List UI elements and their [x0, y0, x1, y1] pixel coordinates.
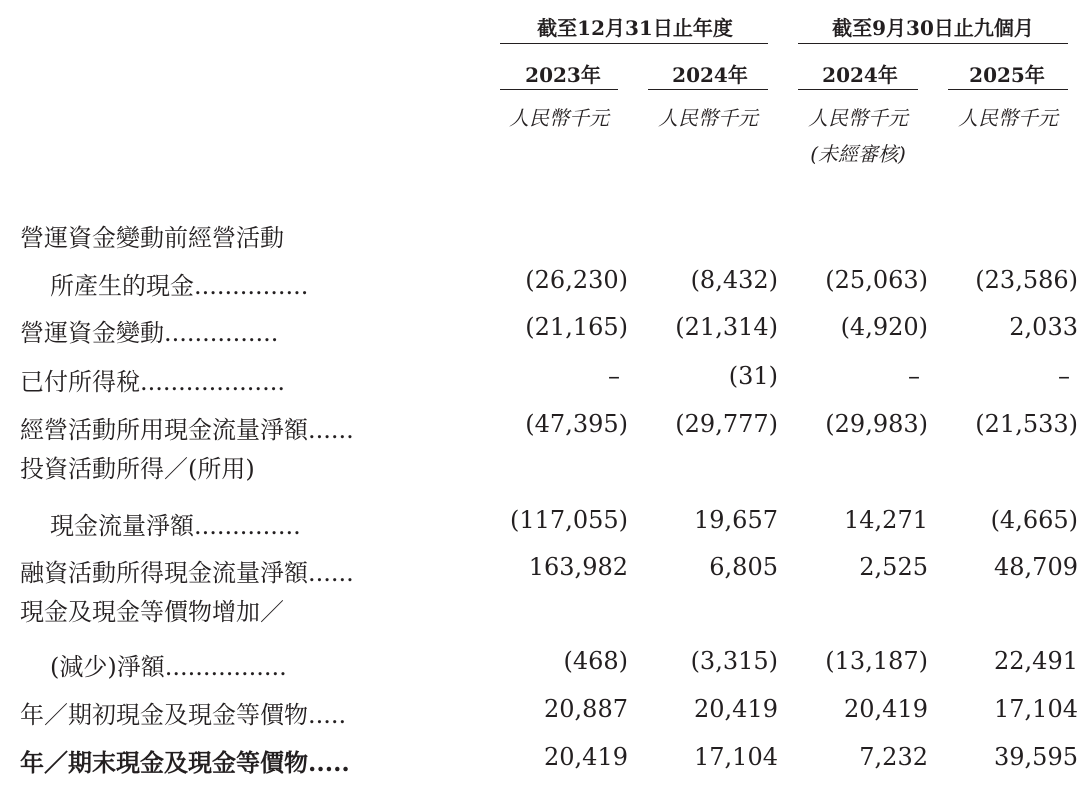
cell-value: (4,920) — [840, 313, 928, 341]
row-label — [20, 592, 284, 627]
cell-value: 19,657 — [694, 506, 778, 534]
cell-value: (21,314) — [675, 313, 778, 341]
cell-value: (8,432) — [690, 266, 778, 294]
header-rule-fiscal-year — [500, 43, 768, 44]
row-label-text: 現金及現金等價物增加／ — [20, 598, 284, 626]
cell-value: 48,709 — [994, 553, 1078, 581]
row-leader-dots: .............. — [194, 512, 301, 540]
row-leader-dots: ................ — [164, 653, 287, 681]
cell-value: (29,983) — [825, 410, 928, 438]
header-unit-2025-9m: 人民幣千元 — [958, 106, 1058, 130]
cell-value: (4,665) — [990, 506, 1078, 534]
row-label-text: 營運資金變動 — [20, 319, 164, 347]
cell-value: – — [1058, 362, 1070, 390]
cell-value: (3,315) — [690, 647, 778, 675]
header-unit-2024-9m: 人民幣千元 — [808, 106, 908, 130]
row-label-text: 投資活動所得／(所用) — [20, 455, 255, 483]
row-leader-dots: ..... — [308, 748, 350, 777]
cell-value: 22,491 — [994, 647, 1078, 675]
header-group-fiscal-year: 截至12月31日止年度 — [537, 16, 733, 40]
header-unaudited-note: (未經審核) — [810, 142, 906, 166]
header-year-2024-fy: 2024年 — [672, 63, 748, 87]
cell-value: (31) — [728, 362, 778, 390]
row-label-text: 現金流量淨額 — [50, 512, 194, 540]
row-label — [20, 449, 255, 484]
header-rule-2024-9m — [798, 89, 918, 90]
cell-value: 7,232 — [859, 743, 928, 771]
header-rule-nine-months — [798, 43, 1068, 44]
header-rule-2023 — [500, 89, 618, 90]
row-label-text: 營運資金變動前經營活動 — [20, 224, 284, 252]
row-leader-dots: ...... — [308, 559, 354, 587]
header-unit-2024-fy: 人民幣千元 — [658, 106, 758, 130]
row-label — [50, 266, 308, 301]
row-label-text: 年／期末現金及現金等價物 — [20, 748, 308, 777]
cell-value: 20,419 — [844, 695, 928, 723]
cell-value: (26,230) — [525, 266, 628, 294]
cell-value: (25,063) — [825, 266, 928, 294]
row-label-text: 年／期初現金及現金等價物 — [20, 701, 308, 729]
row-leader-dots: ............... — [194, 272, 309, 300]
cell-value: (47,395) — [525, 410, 628, 438]
row-label — [20, 313, 278, 348]
cell-value: (23,586) — [975, 266, 1078, 294]
cell-value: 39,595 — [994, 743, 1078, 771]
row-leader-dots: ............... — [164, 319, 279, 347]
row-label — [50, 506, 301, 541]
header-rule-2024-fy — [648, 89, 768, 90]
row-label-text: 所產生的現金 — [50, 272, 194, 300]
row-label — [20, 218, 284, 253]
cell-value: – — [908, 362, 920, 390]
row-label-text: (減少)淨額 — [50, 653, 165, 681]
cell-value: 17,104 — [994, 695, 1078, 723]
cell-value: (117,055) — [510, 506, 628, 534]
row-label — [20, 743, 350, 778]
row-label — [50, 647, 287, 682]
cell-value: (21,533) — [975, 410, 1078, 438]
cell-value: 2,033 — [1009, 313, 1078, 341]
row-leader-dots: ..... — [308, 701, 347, 729]
row-leader-dots: ................... — [140, 368, 285, 396]
row-label — [20, 362, 285, 397]
cell-value: 20,887 — [544, 695, 628, 723]
header-rule-2025-9m — [948, 89, 1068, 90]
cell-value: 163,982 — [528, 553, 628, 581]
header-year-2023: 2023年 — [525, 63, 601, 87]
header-year-2024-9m: 2024年 — [822, 63, 898, 87]
cell-value: 20,419 — [694, 695, 778, 723]
cell-value: (21,165) — [525, 313, 628, 341]
header-group-nine-months: 截至9月30日止九個月 — [832, 16, 1034, 40]
cell-value: (468) — [563, 647, 628, 675]
row-label — [20, 695, 346, 730]
cell-value: (13,187) — [825, 647, 928, 675]
row-leader-dots: ...... — [308, 416, 354, 444]
row-label-text: 已付所得稅 — [20, 368, 140, 396]
header-year-2025-9m: 2025年 — [969, 63, 1045, 87]
cell-value: 2,525 — [859, 553, 928, 581]
cell-value: 14,271 — [844, 506, 928, 534]
cell-value: 6,805 — [709, 553, 778, 581]
row-label — [20, 410, 354, 445]
header-unit-2023: 人民幣千元 — [509, 106, 609, 130]
row-label — [20, 553, 354, 588]
row-label-text: 融資活動所得現金流量淨額 — [20, 559, 308, 587]
cell-value: (29,777) — [675, 410, 778, 438]
cell-value: 20,419 — [544, 743, 628, 771]
row-label-text: 經營活動所用現金流量淨額 — [20, 416, 308, 444]
cell-value: – — [608, 362, 620, 390]
cell-value: 17,104 — [694, 743, 778, 771]
